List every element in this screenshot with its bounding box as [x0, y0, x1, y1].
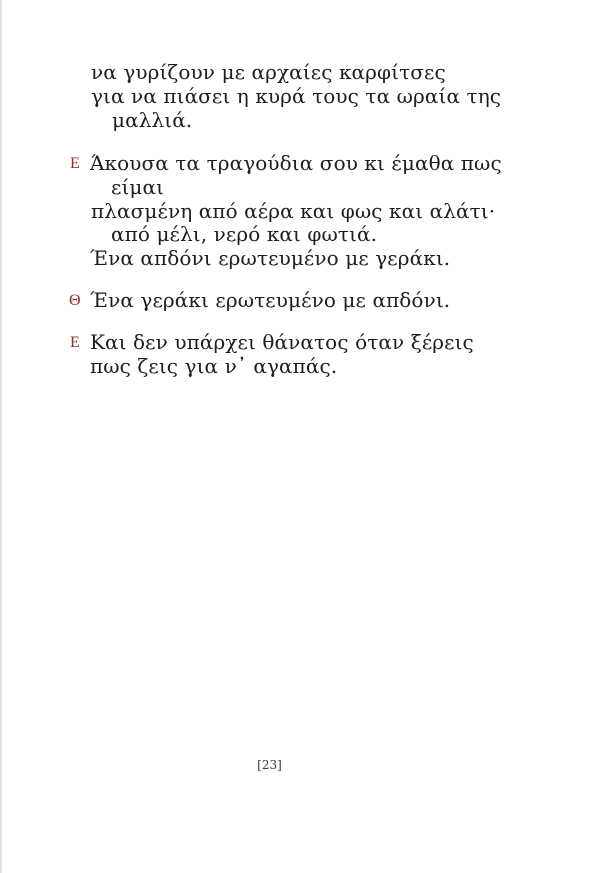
- verse-line: Και δεν υπάρχει θάνατος όταν ξέρεις: [90, 330, 474, 354]
- verse-line: Ένα γεράκι ερωτευμένο με απδόνι.: [90, 288, 451, 312]
- speaker-mark-e: Ε: [70, 334, 80, 351]
- verse-line-continuation: μαλλιά.: [112, 108, 193, 132]
- speaker-mark-e: Ε: [70, 155, 80, 172]
- page-number: [23]: [257, 758, 282, 772]
- verse-line: να γυρίζουν με αρχαίες καρφίτσες: [91, 60, 446, 84]
- verse-line: Άκουσα τα τραγούδια σου κι έμαθα πως: [90, 151, 502, 175]
- verse-line-continuation: είμαι: [111, 175, 165, 199]
- verse-line-continuation: από μέλι, νερό και φωτιά.: [111, 222, 378, 246]
- verse-line: Ένα απδόνι ερωτευμένο με γεράκι.: [90, 246, 451, 270]
- verse-line: πλασμένη από αέρα και φως και αλάτι·: [91, 199, 496, 223]
- speaker-mark-th: Θ: [69, 292, 81, 309]
- verse-line: πως ζεις για ν᾽ αγαπάς.: [90, 354, 338, 378]
- verse-line: για να πιάσει η κυρά τους τα ωραία της: [91, 84, 502, 108]
- page-edge-shadow: [0, 0, 3, 873]
